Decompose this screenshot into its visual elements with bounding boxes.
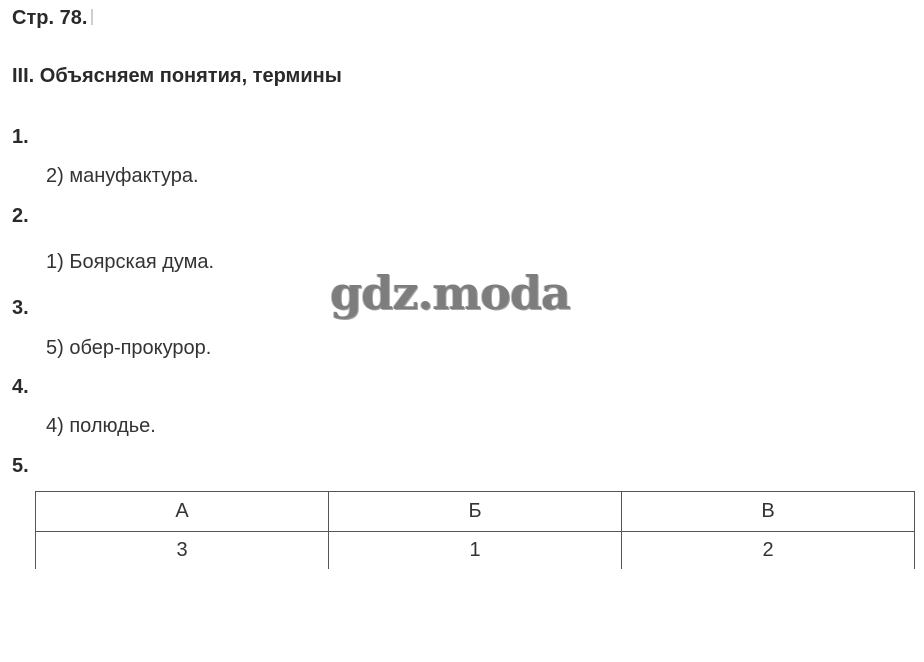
question-number-3: 3. (12, 297, 29, 319)
question-number-5: 5. (12, 455, 29, 477)
question-answer-4: 4) полюдье. (46, 415, 156, 437)
question-number-4: 4. (12, 376, 29, 398)
question-answer-1: 2) мануфактура. (46, 165, 199, 187)
answer-table (35, 491, 915, 569)
table-header-cell-a: А (36, 492, 329, 532)
table-value-cell-v: 2 (622, 532, 915, 570)
table-value-cell-a: 3 (36, 532, 329, 570)
table-header-row (36, 492, 915, 532)
page-label (12, 7, 93, 30)
question-number-2: 2. (12, 205, 29, 227)
page-label-text: Стр. 78. (12, 7, 88, 29)
question-answer-3: 5) обер-прокурор. (46, 337, 212, 359)
question-answer-2: 1) Боярская дума. (46, 251, 215, 273)
table-header-cell-b: Б (329, 492, 622, 532)
table-row (36, 532, 915, 570)
section-title: III. Объясняем понятия, термины (12, 65, 342, 87)
question-number-1: 1. (12, 126, 29, 148)
table-value-cell-b: 1 (329, 532, 622, 570)
watermark-logo: gdz.moda (330, 266, 570, 320)
text-cursor-mark (91, 9, 93, 25)
table-header-cell-v: В (622, 492, 915, 532)
